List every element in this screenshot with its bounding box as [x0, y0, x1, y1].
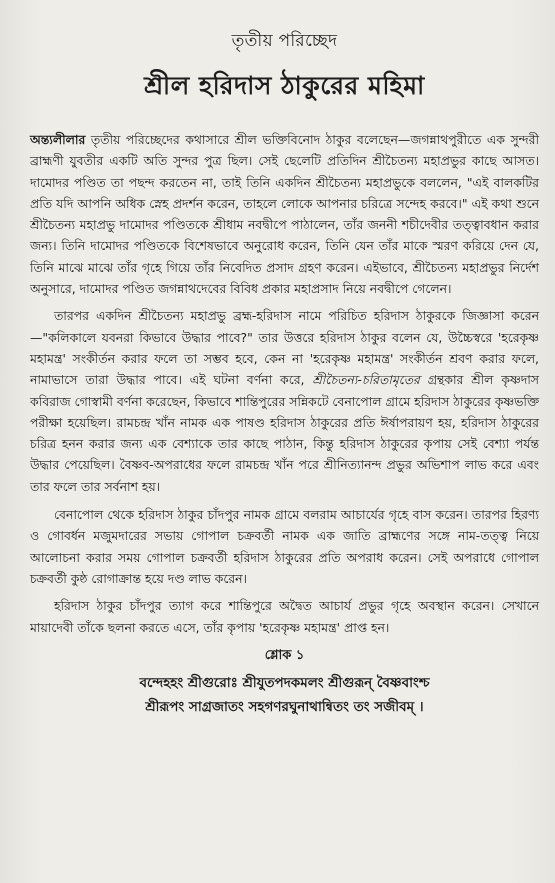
paragraph-4: [30, 595, 539, 638]
paragraph-2-text-a: তারপর একদিন শ্রীচৈতন্য মহাপ্রভু ব্রহ্ম-হরিদাস নামে পরিচিত হরিদাস ঠাকুরকে জিজ্ঞাসা করেন—"কলিকালে যবনরা কিভাবে উদ্ধার পাবে?" তার উত্তরে হরিদাস ঠাকুর বলেন যে, উচ্চৈস্বরে 'হরেকৃষ্ণ মহামন্ত্র' সংকীর্তন করার ফলে তা সম্ভব হবে, কেন না 'হরেকৃষ্ণ মহামন্ত্র' সংকীর্তন শ্রবণ করার ফলে, নামাভাসে তারা উদ্ধার পাবে। এই ঘটনা বর্ণনা করে,: [30, 308, 539, 388]
page-title: শ্রীল হরিদাস ঠাকুরের মহিমা: [144, 71, 425, 100]
paragraph-1-lead: অন্ত্যলীলার: [30, 132, 86, 147]
sloka-label: শ্লোক ১: [264, 647, 305, 663]
paragraph-2: [30, 305, 539, 497]
book-title: শ্রীচৈতন্য-চরিতামৃতের: [312, 372, 420, 388]
verse-line-2: শ্রীরূপং সাগ্রজাতং সহগণরঘুনাথান্বিতং তং সজীবম্ ।: [145, 698, 424, 715]
paragraph-1: [30, 129, 539, 299]
paragraph-3: [30, 504, 539, 589]
verse-line-1: বন্দেহহং শ্রীগুরোঃ শ্রীযুতপদকমলং শ্রীগুরূন্ বৈষ্ণবাংশ্চ: [139, 674, 430, 691]
paragraph-2-text-b: গ্রন্থকার শ্রীল কৃষ্ণদাস কবিরাজ গোস্বামী বর্ণনা করেছেন, কিভাবে শান্তিপুরের সন্নিকটে বেনাপোল গ্রামে হরিদাস ঠাকুরের কৃষ্ণভক্তি পরীক্ষা হয়েছিল। রামচন্দ্র খাঁন নামক এক পাষণ্ড হরিদাস ঠাকুরের প্রতি ঈর্ষাপরায়ণ হয়, হরিদাস ঠাকুরের চরিত্র হনন করার জন্য এক বেশ্যাকে তার কাছে পাঠান, কিন্তু হরিদাস ঠাকুরের কৃপায় সেই বেশ্যা পর্যন্ত উদ্ধার পেয়েছিল। বৈষ্ণব-অপরাধের ফলে রামচন্দ্র খাঁন পরে শ্রীনিত্যানন্দ প্রভুর অভিশাপ লাভ করে এবং তার ফলে তার সর্বনাশ হয়।: [30, 372, 539, 494]
paragraph-4-text: হরিদাস ঠাকুর চাঁদপুর ত্যাগ করে শান্তিপুরে অদ্বৈত আচার্য প্রভুর গৃহে অবস্থান করেন। সেখানে মায়াদেবী তাঁকে ছলনা করতে এসে, তাঁর কৃপায় 'হরেকৃষ্ণ মহামন্ত্র' প্রাপ্ত হন।: [30, 598, 539, 635]
chapter-heading: তৃতীয় পরিচ্ছেদ: [231, 31, 338, 51]
paragraph-3-text: বেনাপোল থেকে হরিদাস ঠাকুর চাঁদপুর নামক গ্রামে বলরাম আচার্যের গৃহে বাস করেন। তারপর হিরণ্য ও গোবর্ধন মজুমদারের সভায় গোপাল চক্রবর্তী নামক এক জাতি ব্রাহ্মণের সঙ্গে নাম-তত্ত্ব নিয়ে আলোচনা করার সময় গোপাল চক্রবর্তী হরিদাস ঠাকুরের প্রতি অপরাধ করেন। সেই অপরাধে গোপাল চক্রবর্তী কুষ্ঠ রোগাক্রান্ত হয়ে দণ্ড লাভ করেন।: [30, 507, 539, 586]
paragraph-1-text: তৃতীয় পরিচ্ছেদের কথাসারে শ্রীল ভক্তিবিনোদ ঠাকুর বলেছেন—জগন্নাথপুরীতে এক সুন্দরী ব্রাহ্মণী যুবতীর একটি অতি সুন্দর পুত্র ছিল। সেই ছেলেটি প্রতিদিন শ্রীচৈতন্য মহাপ্রভুর কাছে আসত। দামোদর পণ্ডিত তা পছন্দ করতেন না, তাই তিনি একদিন শ্রীচৈতন্য মহাপ্রভুকে বললেন, "এই বালকটির প্রতি যদি আপনি অধিক স্নেহ প্রদর্শন করেন, তাহলে লোকে আপনার চরিত্রে সন্দেহ করবে।" এই কথা শুনে শ্রীচৈতন্য মহাপ্রভু দামোদর পণ্ডিতকে শ্রীধাম নবদ্বীপে পাঠালেন, তাঁর জননী শচীদেবীর তত্ত্বাবধান করার জন্য। তিনি দামোদর পণ্ডিতকে বিশেষভাবে অনুরোধ করেন, তিনি যেন তাঁর মাকে স্মরণ করিয়ে দেন যে, তিনি মাঝে মাঝে তাঁর গৃহে গিয়ে তাঁর নিবেদিত প্রসাদ গ্রহণ করেন। এইভাবে, শ্রীচৈতন্য মহাপ্রভুর নির্দেশ অনুসারে, দামোদর পণ্ডিত জগন্নাথদেবের বিবিধ প্রকার মহাপ্রসাদ নিয়ে নবদ্বীপে গেলেন।: [30, 132, 539, 297]
